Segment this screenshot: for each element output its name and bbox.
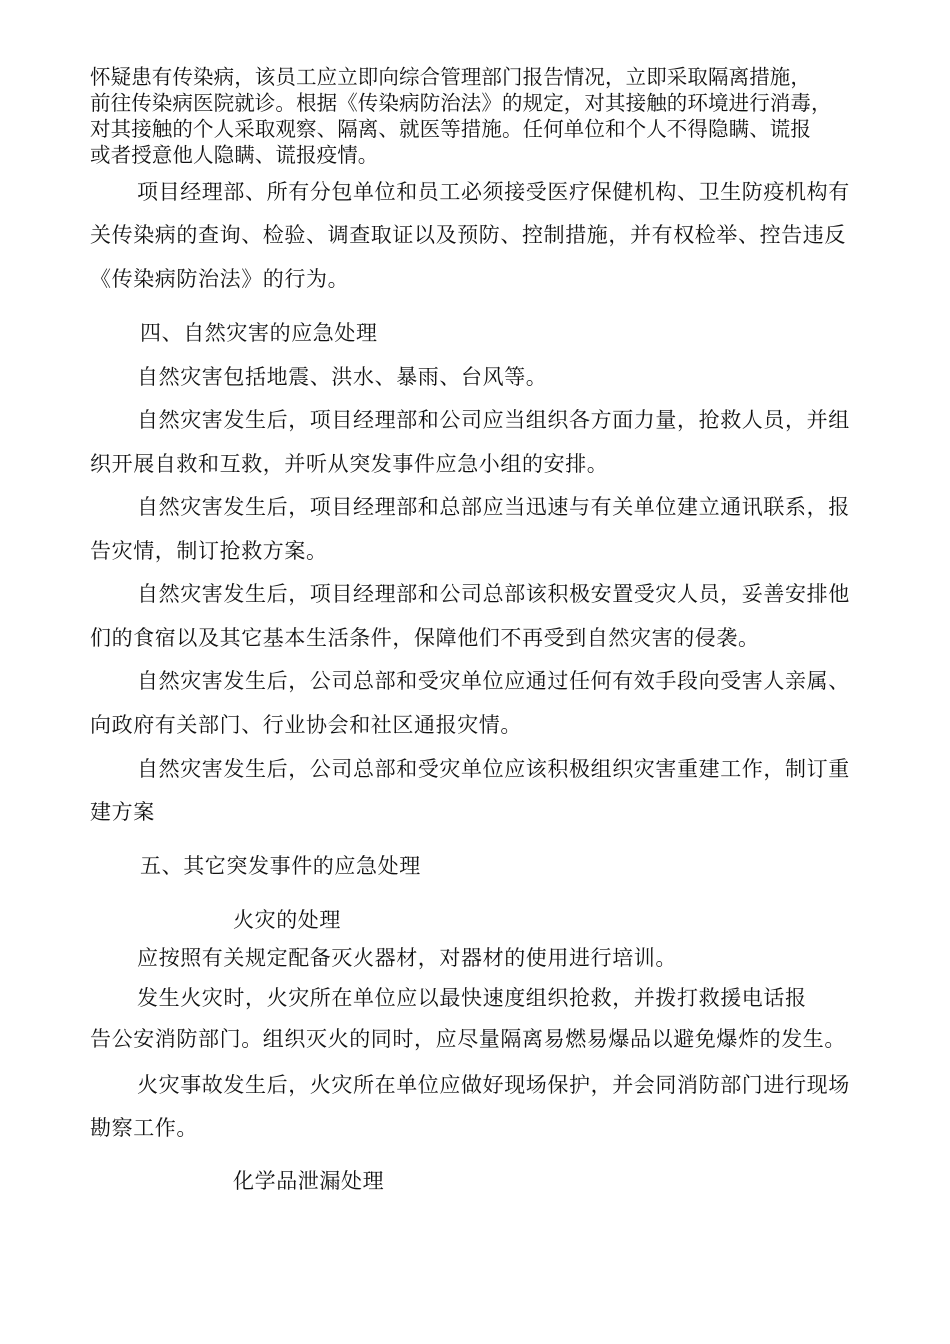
paragraph-line: 告公安消防部门。组织灭火的同时，应尽量隔离易燃易爆品以避免爆炸的发生。 [90,1027,846,1051]
paragraph-line: 向政府有关部门、行业协会和社区通报灾情。 [90,713,522,737]
paragraph-line: 自然灾害包括地震、洪水、暴雨、台风等。 [137,365,548,389]
paragraph-line: 勘察工作。 [90,1116,198,1140]
paragraph-line: 建方案 [90,800,155,824]
section-heading: 五、其它突发事件的应急处理 [140,854,421,878]
paragraph-line: 自然灾害发生后，项目经理部和总部应当迅速与有关单位建立通讯联系，报 [137,495,850,519]
text-line: 怀疑患有传染病，该员工应立即向综合管理部门报告情况，立即采取隔离措施， [90,65,811,89]
paragraph-line: 们的食宿以及其它基本生活条件，保障他们不再受到自然灾害的侵袭。 [90,626,760,650]
text-line: 前往传染病医院就诊。根据《传染病防治法》的规定，对其接触的环境进行消毒， [90,91,832,115]
paragraph-line: 发生火灾时，火灾所在单位应以最快速度组织抢救，并拨打救援电话报 [137,986,807,1010]
paragraph-line: 《传染病防治法》的行为。 [90,267,350,291]
paragraph-line: 自然灾害发生后，项目经理部和公司总部该积极安置受灾人员，妥善安排他 [137,582,850,606]
paragraph-line: 自然灾害发生后，公司总部和受灾单位应通过任何有效手段向受害人亲属、 [137,669,850,693]
subsection-heading: 火灾的处理 [233,908,341,932]
paragraph-line: 关传染病的查询、检验、调查取证以及预防、控制措施，并有权检举、控告违反 [90,223,846,247]
paragraph-line: 自然灾害发生后，项目经理部和公司应当组织各方面力量，抢救人员，并组 [137,408,850,432]
paragraph-line: 应按照有关规定配备灭火器材，对器材的使用进行培训。 [137,946,677,970]
paragraph-line: 项目经理部、所有分包单位和员工必须接受医疗保健机构、卫生防疫机构有 [137,180,850,204]
paragraph-line: 织开展自救和互救，并听从突发事件应急小组的安排。 [90,452,609,476]
subsection-heading: 化学品泄漏处理 [233,1169,385,1193]
text-line: 对其接触的个人采取观察、隔离、就医等措施。任何单位和个人不得隐瞒、谎报 [90,117,811,141]
section-heading: 四、自然灾害的应急处理 [140,321,378,345]
paragraph-line: 自然灾害发生后，公司总部和受灾单位应该积极组织灾害重建工作，制订重 [137,757,850,781]
paragraph-line: 火灾事故发生后，火灾所在单位应做好现场保护，并会同消防部门进行现场 [137,1073,850,1097]
text-line: 或者授意他人隐瞒、谎报疫情。 [90,143,379,167]
paragraph-line: 告灾情，制订抢救方案。 [90,539,328,563]
